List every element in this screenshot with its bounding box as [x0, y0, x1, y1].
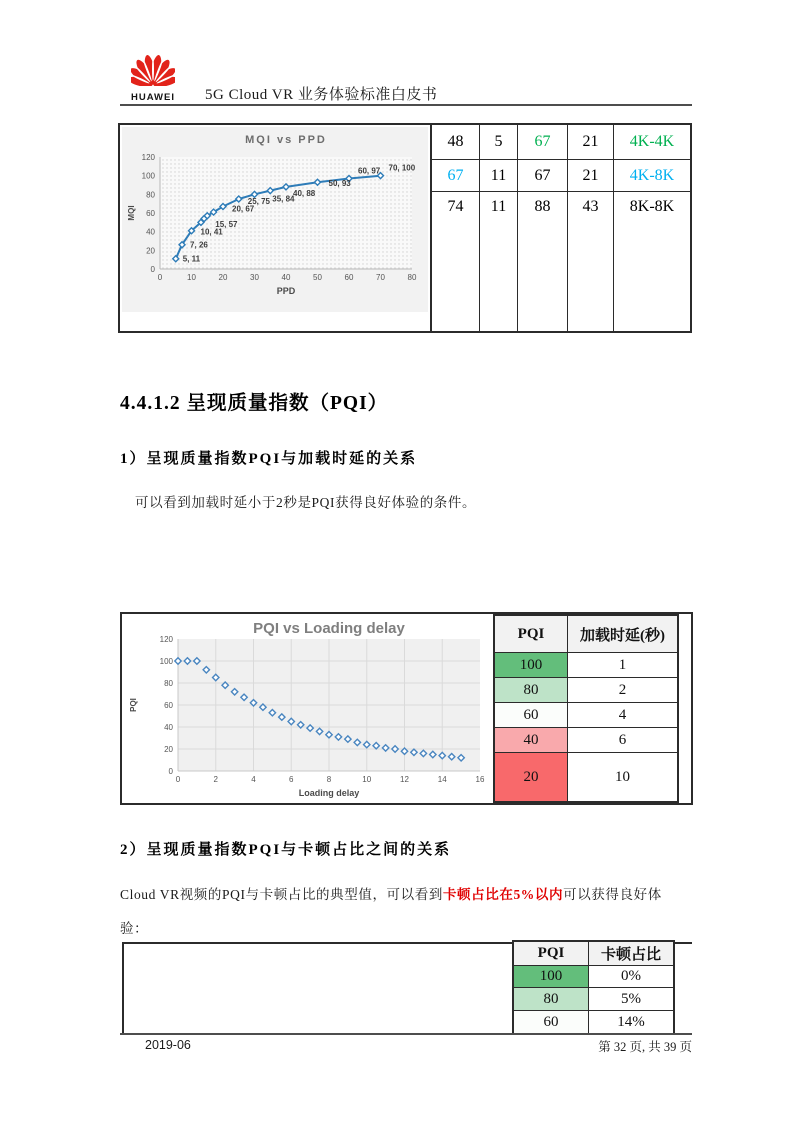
table-cell: 11	[480, 160, 518, 192]
svg-text:Loading delay: Loading delay	[298, 788, 360, 798]
svg-text:20, 67: 20, 67	[232, 204, 255, 214]
table-cell: 67	[518, 125, 568, 160]
mqi-ppd-table	[430, 125, 690, 331]
footer-rule	[120, 1033, 692, 1035]
table-cell: 21	[568, 160, 614, 192]
svg-text:50, 93: 50, 93	[328, 179, 351, 189]
svg-text:120: 120	[159, 635, 173, 644]
paragraph-2	[120, 878, 702, 946]
table-cell: 88	[518, 192, 568, 331]
svg-text:40, 88: 40, 88	[293, 188, 316, 198]
table-cell: 100	[495, 653, 568, 678]
svg-text:80: 80	[164, 679, 173, 688]
svg-text:25, 75: 25, 75	[247, 197, 270, 206]
column-header: 卡顿占比	[589, 942, 673, 966]
paragraph-1: 可以看到加载时延小于2秒是PQI获得良好体验的条件。	[135, 495, 477, 510]
svg-text:8: 8	[326, 775, 332, 784]
table-cell: 4	[568, 703, 677, 728]
table-cell: 60	[495, 703, 568, 728]
svg-text:40: 40	[146, 227, 155, 237]
huawei-logo	[127, 54, 179, 103]
section-heading: 4.4.1.2 呈现质量指数（PQI）	[120, 393, 389, 414]
column-header: PQI	[495, 616, 568, 653]
svg-text:20: 20	[146, 246, 155, 256]
document-title: 5G Cloud VR 业务体验标准白皮书	[205, 87, 438, 103]
table-cell: 48	[432, 125, 480, 160]
table-cell: 14%	[589, 1011, 673, 1033]
svg-text:60: 60	[344, 273, 354, 282]
svg-text:120: 120	[141, 153, 155, 162]
svg-text:20: 20	[164, 745, 173, 754]
pqi-stall-ratio-table	[512, 940, 675, 1035]
header-rule	[120, 104, 692, 106]
svg-text:PPD: PPD	[276, 286, 296, 296]
table-cell: 100	[514, 966, 589, 988]
table-cell: 0%	[589, 966, 673, 988]
svg-text:PQI vs Loading delay: PQI vs Loading delay	[253, 620, 405, 637]
svg-text:MQI: MQI	[127, 205, 136, 221]
svg-text:16: 16	[475, 775, 485, 784]
mqi-ppd-chart	[122, 127, 428, 312]
svg-text:10: 10	[187, 273, 196, 282]
svg-text:100: 100	[159, 657, 173, 666]
svg-text:30: 30	[250, 273, 259, 282]
table-cell: 80	[514, 988, 589, 1011]
table-cell: 10	[568, 753, 677, 801]
svg-text:6: 6	[289, 775, 294, 784]
figure-mqi-vs-ppd	[118, 123, 692, 333]
svg-text:40: 40	[281, 273, 291, 282]
table-cell: 1	[568, 653, 677, 678]
svg-text:60: 60	[164, 701, 173, 710]
pqi-loading-delay-chart	[124, 615, 492, 801]
table-cell: 5	[480, 125, 518, 160]
table-cell: 67	[518, 160, 568, 192]
svg-text:80: 80	[407, 273, 417, 282]
pqi-loading-delay-chart-svg	[124, 615, 490, 799]
paragraph-2-text: 验：	[120, 921, 149, 936]
table-cell: 8K-8K	[629, 198, 675, 215]
huawei-flower-icon	[131, 54, 175, 86]
svg-text:10, 41: 10, 41	[200, 227, 223, 237]
svg-text:12: 12	[400, 775, 409, 784]
svg-text:MQI vs PPD: MQI vs PPD	[245, 134, 327, 146]
svg-text:4: 4	[251, 775, 256, 784]
figure-pqi-vs-loading-delay	[120, 612, 693, 805]
svg-text:15, 57: 15, 57	[215, 219, 238, 229]
column-header: 加载时延(秒)	[568, 616, 677, 653]
svg-text:14: 14	[437, 775, 447, 784]
svg-text:70: 70	[376, 273, 385, 282]
table-cell: 20	[495, 753, 568, 801]
svg-text:50: 50	[313, 273, 322, 282]
table-cell: 5%	[589, 988, 673, 1011]
table-cell: 4K-8K	[614, 160, 690, 192]
svg-text:0: 0	[168, 767, 173, 776]
paragraph-2-highlight: 卡顿占比在5%以内	[442, 887, 564, 902]
subsection-heading-1: 1）呈现质量指数PQI与加载时延的关系	[120, 451, 418, 467]
table-cell: 2	[568, 678, 677, 703]
table-cell: 67	[432, 160, 480, 192]
column-header: PQI	[514, 942, 589, 966]
svg-text:20: 20	[218, 273, 228, 282]
footer-page-number: 第 32 页, 共 39 页	[598, 1040, 692, 1054]
paragraph-2-text: Cloud VR视频的PQI与卡顿占比的典型值，可以看到	[120, 887, 443, 902]
svg-text:60: 60	[146, 209, 155, 218]
svg-text:80: 80	[146, 190, 155, 200]
svg-text:0: 0	[150, 265, 155, 274]
table-cell: 80	[495, 678, 568, 703]
svg-text:2: 2	[213, 775, 218, 784]
svg-text:100: 100	[141, 171, 155, 181]
mqi-ppd-chart-svg	[122, 127, 428, 312]
pqi-loading-delay-table	[493, 614, 679, 803]
table-cell: 21	[568, 125, 614, 160]
table-cell: 11	[480, 192, 518, 331]
table-cell: 6	[568, 728, 677, 753]
subsection-heading-2: 2）呈现质量指数PQI与卡顿占比之间的关系	[120, 842, 452, 858]
table-cell: 74	[432, 192, 480, 331]
svg-text:5, 11: 5, 11	[182, 254, 201, 264]
svg-text:7, 26: 7, 26	[190, 240, 208, 250]
table-cell: 60	[514, 1011, 589, 1033]
svg-text:35, 84: 35, 84	[272, 194, 295, 204]
table-cell: 40	[495, 728, 568, 753]
paragraph-2-text: 可以获得良好体	[563, 887, 662, 902]
svg-text:70, 100: 70, 100	[388, 163, 416, 173]
svg-text:PQI: PQI	[129, 698, 138, 712]
svg-text:60, 97: 60, 97	[358, 166, 381, 176]
table-cell: 43	[568, 192, 614, 331]
svg-text:0: 0	[175, 775, 181, 784]
svg-text:40: 40	[164, 723, 173, 732]
svg-text:0: 0	[157, 273, 163, 282]
svg-text:10: 10	[362, 775, 372, 784]
table-cell: 4K-4K	[614, 125, 690, 160]
footer-date: 2019-06	[145, 1038, 191, 1052]
huawei-logo-text: HUAWEI	[131, 92, 175, 103]
